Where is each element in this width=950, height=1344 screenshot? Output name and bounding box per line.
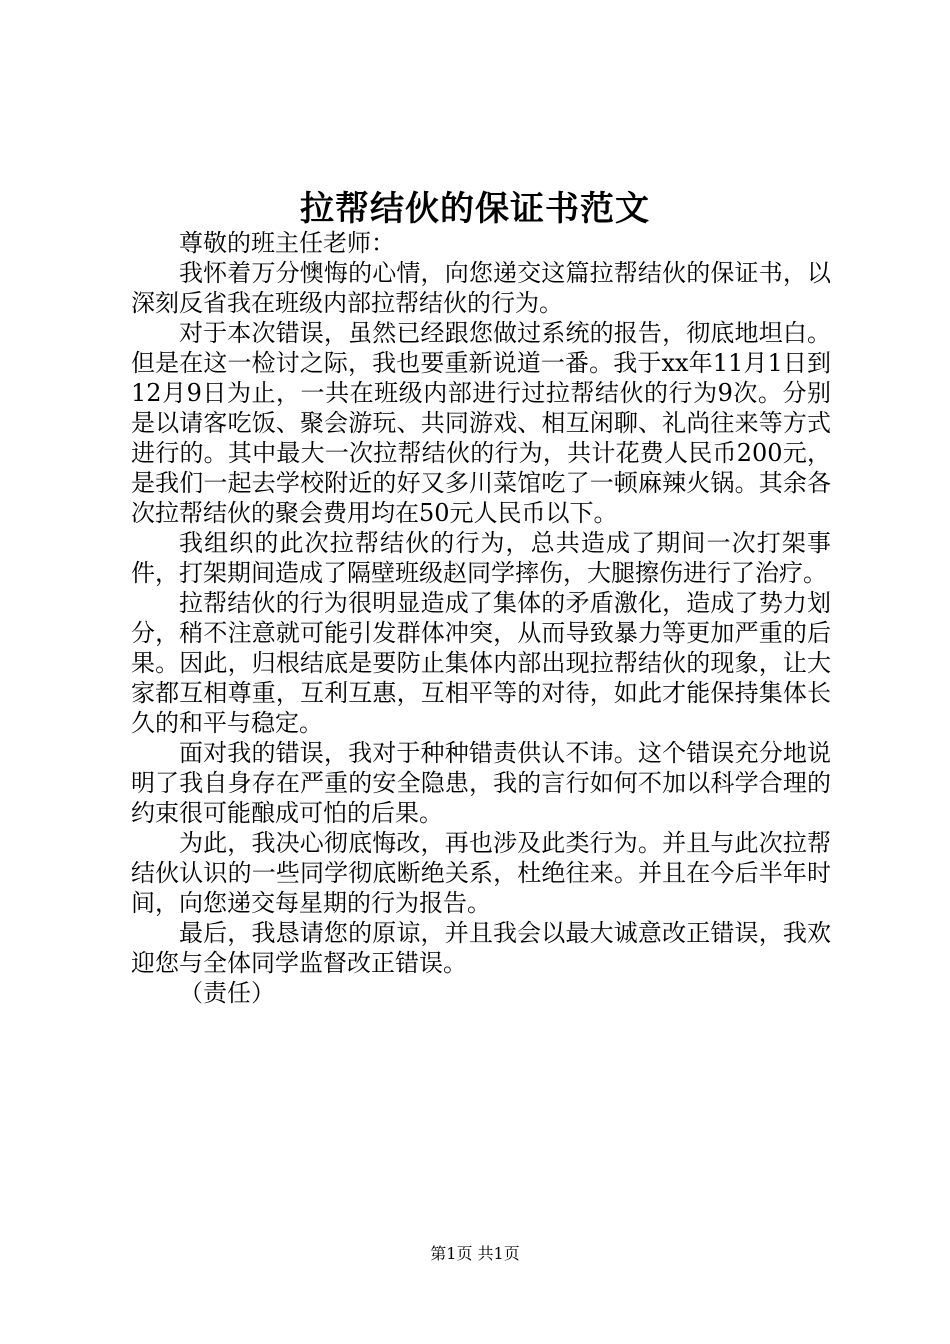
document-title: 拉帮结伙的保证书范文 — [300, 189, 650, 229]
closing-note: （责任） — [179, 979, 275, 1007]
paragraph-4: 拉帮结伙的行为很明显造成了集体的矛盾激化，造成了势力划分，稍不注意就可能引发群体冲突，从而导致暴力等更加严重的后果。因此，归根结底是要防止集体内部出现拉帮结伙的现象，让大家都互相尊重，互利互惠，互相平等的对待，如此才能保持集体长久的和平与稳定。 — [131, 589, 831, 737]
page-number-footer: 第1页 共1页 — [430, 1244, 520, 1263]
paragraph-3: 我组织的此次拉帮结伙的行为，总共造成了期间一次打架事件，打架期间造成了隔壁班级赵同学摔伤，大腿擦伤进行了治疗。 — [131, 529, 831, 587]
paragraph-6: 为此，我决心彻底悔改，再也涉及此类行为。并且与此次拉帮结伙认识的一些同学彻底断绝关系，杜绝往来。并且在今后半年时间，向您递交每星期的行为报告。 — [131, 829, 831, 917]
document-body — [131, 228, 831, 1008]
paragraph-1: 我怀着万分懊悔的心情，向您递交这篇拉帮结伙的保证书，以深刻反省我在班级内部拉帮结伙的行为。 — [131, 259, 831, 317]
paragraph-7: 最后，我恳请您的原谅，并且我会以最大诚意改正错误，我欢迎您与全体同学监督改正错误。 — [131, 919, 831, 977]
paragraph-5: 面对我的错误，我对于种种错责供认不讳。这个错误充分地说明了我自身存在严重的安全隐患，我的言行如何不加以科学合理的约束很可能酿成可怕的后果。 — [131, 739, 831, 827]
paragraph-2: 对于本次错误，虽然已经跟您做过系统的报告，彻底地坦白。但是在这一检讨之际，我也要重新说道一番。我于xx年11月1日到12月9日为止，一共在班级内部进行过拉帮结伙的行为9次。分别是以请客吃饭、聚会游玩、共同游戏、相互闲聊、礼尚往来等方式进行的。其中最大一次拉帮结伙的行为，共计花费人民币200元，是我们一起去学校附近的好又多川菜馆吃了一顿麻辣火锅。其余各次拉帮结伙的聚会费用均在50元人民币以下。 — [131, 319, 831, 527]
salutation: 尊敬的班主任老师： — [179, 229, 395, 257]
